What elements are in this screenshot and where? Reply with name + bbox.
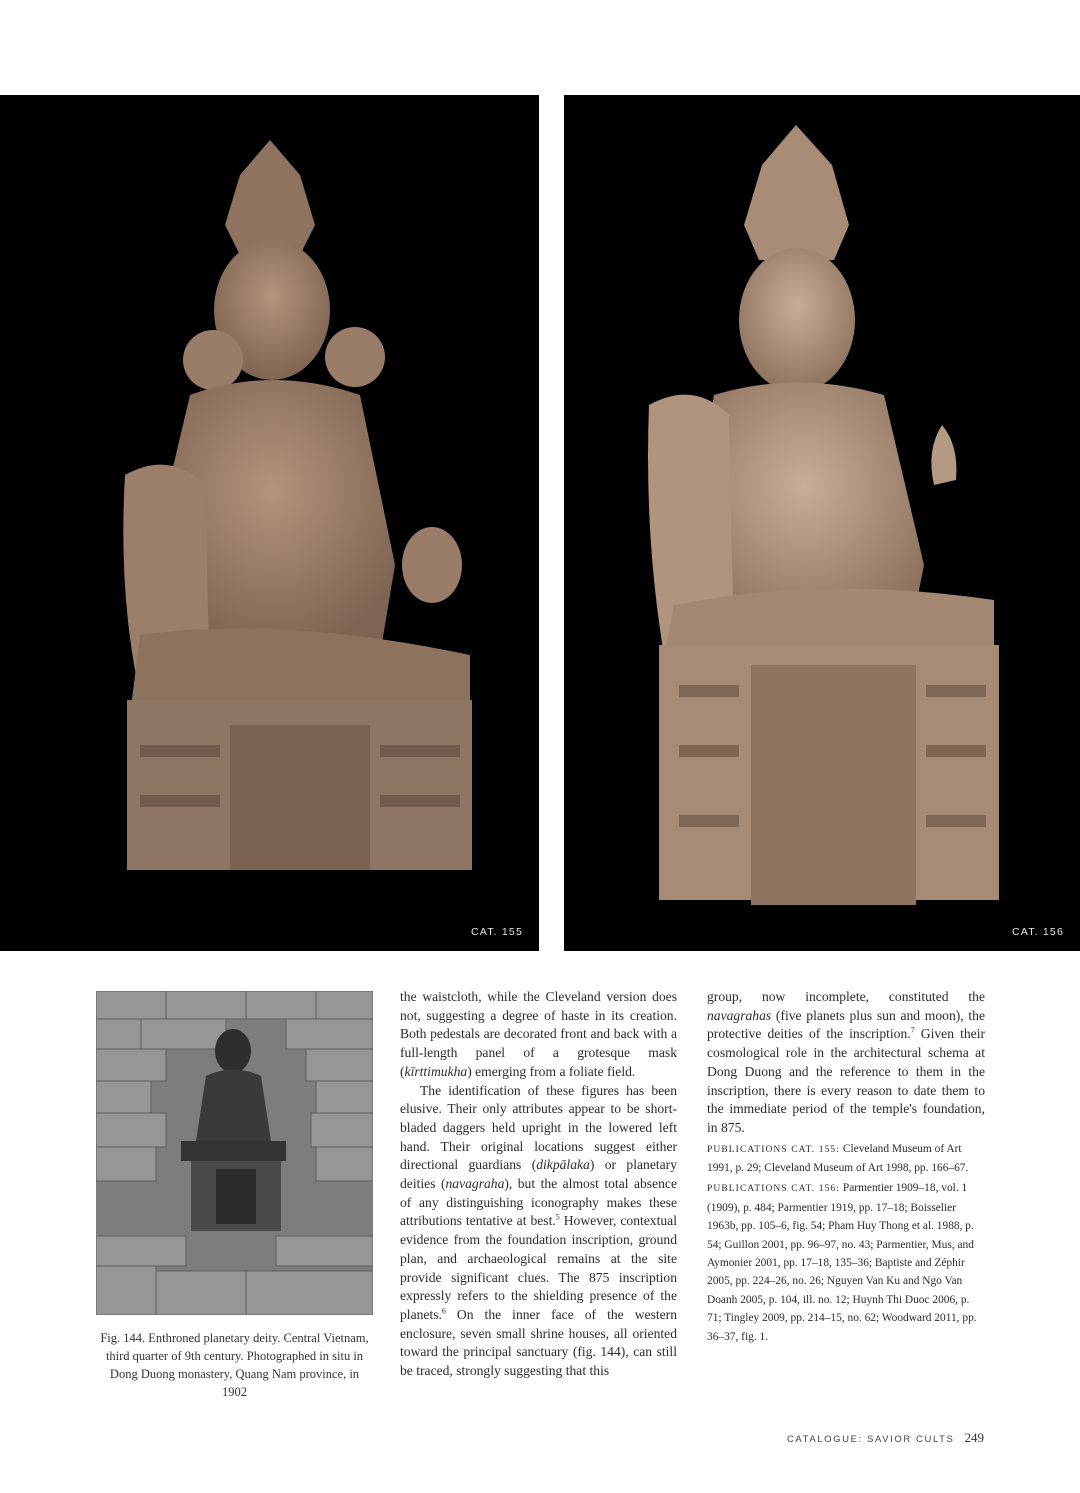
photo-cat-156 [564,95,1080,951]
running-head: CATALOGUE: SAVIOR CULTS [786,1434,955,1445]
footnote-ref[interactable]: 5 [555,1212,560,1222]
body-text-column-right [707,988,985,1346]
fig-144-caption: Fig. 144. Enthroned planetary deity. Central Vietnam, third quarter of 9th century. Photographed in situ in Dong Duong monastery, Quang Nam province, in 1902 [100,1331,369,1399]
cat-155-label: CAT. 155 [470,926,523,938]
paragraph: the waistcloth, while the Cleveland version does not, suggesting a degree of haste in its creation. Both pedestals are decorated front and back with a full-length panel of a grotesque mask (kīrttimukha) emerging from a foliate field. [400,989,677,1079]
in-situ-deity-image [96,991,373,1315]
photo-cat-155 [0,95,539,951]
footnote-ref[interactable]: 7 [910,1025,915,1035]
body-text-column-middle [400,988,677,1381]
footnote-ref[interactable]: 6 [441,1306,446,1316]
page-footer [787,1430,984,1446]
paragraph: The identification of these figures has been elusive. Their only attributes appear to be short-bladed daggers held upright in the lowered left hand. Their original locations suggest either directional guardians (dikpālaka) or planetary deities (navagraha), but the almost total absence of any distinguishing iconography makes these attributions tentative at best.$^5$ However, contextual evidence from the foundation inscription, ground plan, and archaeological remains at the site provide significant clues. The 875 inscription expressly refers to the shielding presence of the planets.$^6$ On the inner face of the western enclosure, seven small shrine houses, all oriented toward the principal sanctuary (fig. 144), can still be traced, strongly suggesting that this [400,1082,677,1379]
fig-144-photo [96,991,373,1315]
publications-cat-156: PUBLICATIONS CAT. 156: Parmentier 1909–18, vol. 1 (1909), p. 484; Parmentier 1919, pp. 17–18; Boisselier 1963b, pp. 105–6, fig. 54; Pham Huy Thong et al. 1988, p. 54; Guillon 2001, pp. 96–97, no. 43; Parmentier, Mus, and Aymonier 2001, pp. 17–18, 135–36; Baptiste and Zéphir 2005, pp. 224–26, no. 26; Nguyen Van Ku and Ngo Van Doanh 2005, p. 104, ill. no. 12; Huynh Thi Duoc 2006, p. 71; Tingley 2009, pp. 214–15, no. 62; Woodward 2011, pp. 36–37, fig. 1. [707,1182,977,1343]
statue-cat-156-image [564,95,1080,951]
cat-156-label: CAT. 156 [1011,926,1064,938]
publications-cat-155: PUBLICATIONS CAT. 155: Cleveland Museum of Art 1991, p. 29; Cleveland Museum of Art 1998, pp. 166–67. [707,1142,969,1175]
paragraph: group, now incomplete, constituted the navagrahas (five planets plus sun and moon), the protective deities of the inscription.$^7$ Given their cosmological role in the architectural schema at Dong Duong and the reference to them in the inscription, there is every reason to date them to the immediate period of the temple's foundation, in 875. [707,989,986,1135]
statue-cat-155-image [0,95,539,951]
page-number: 249 [964,1430,984,1445]
